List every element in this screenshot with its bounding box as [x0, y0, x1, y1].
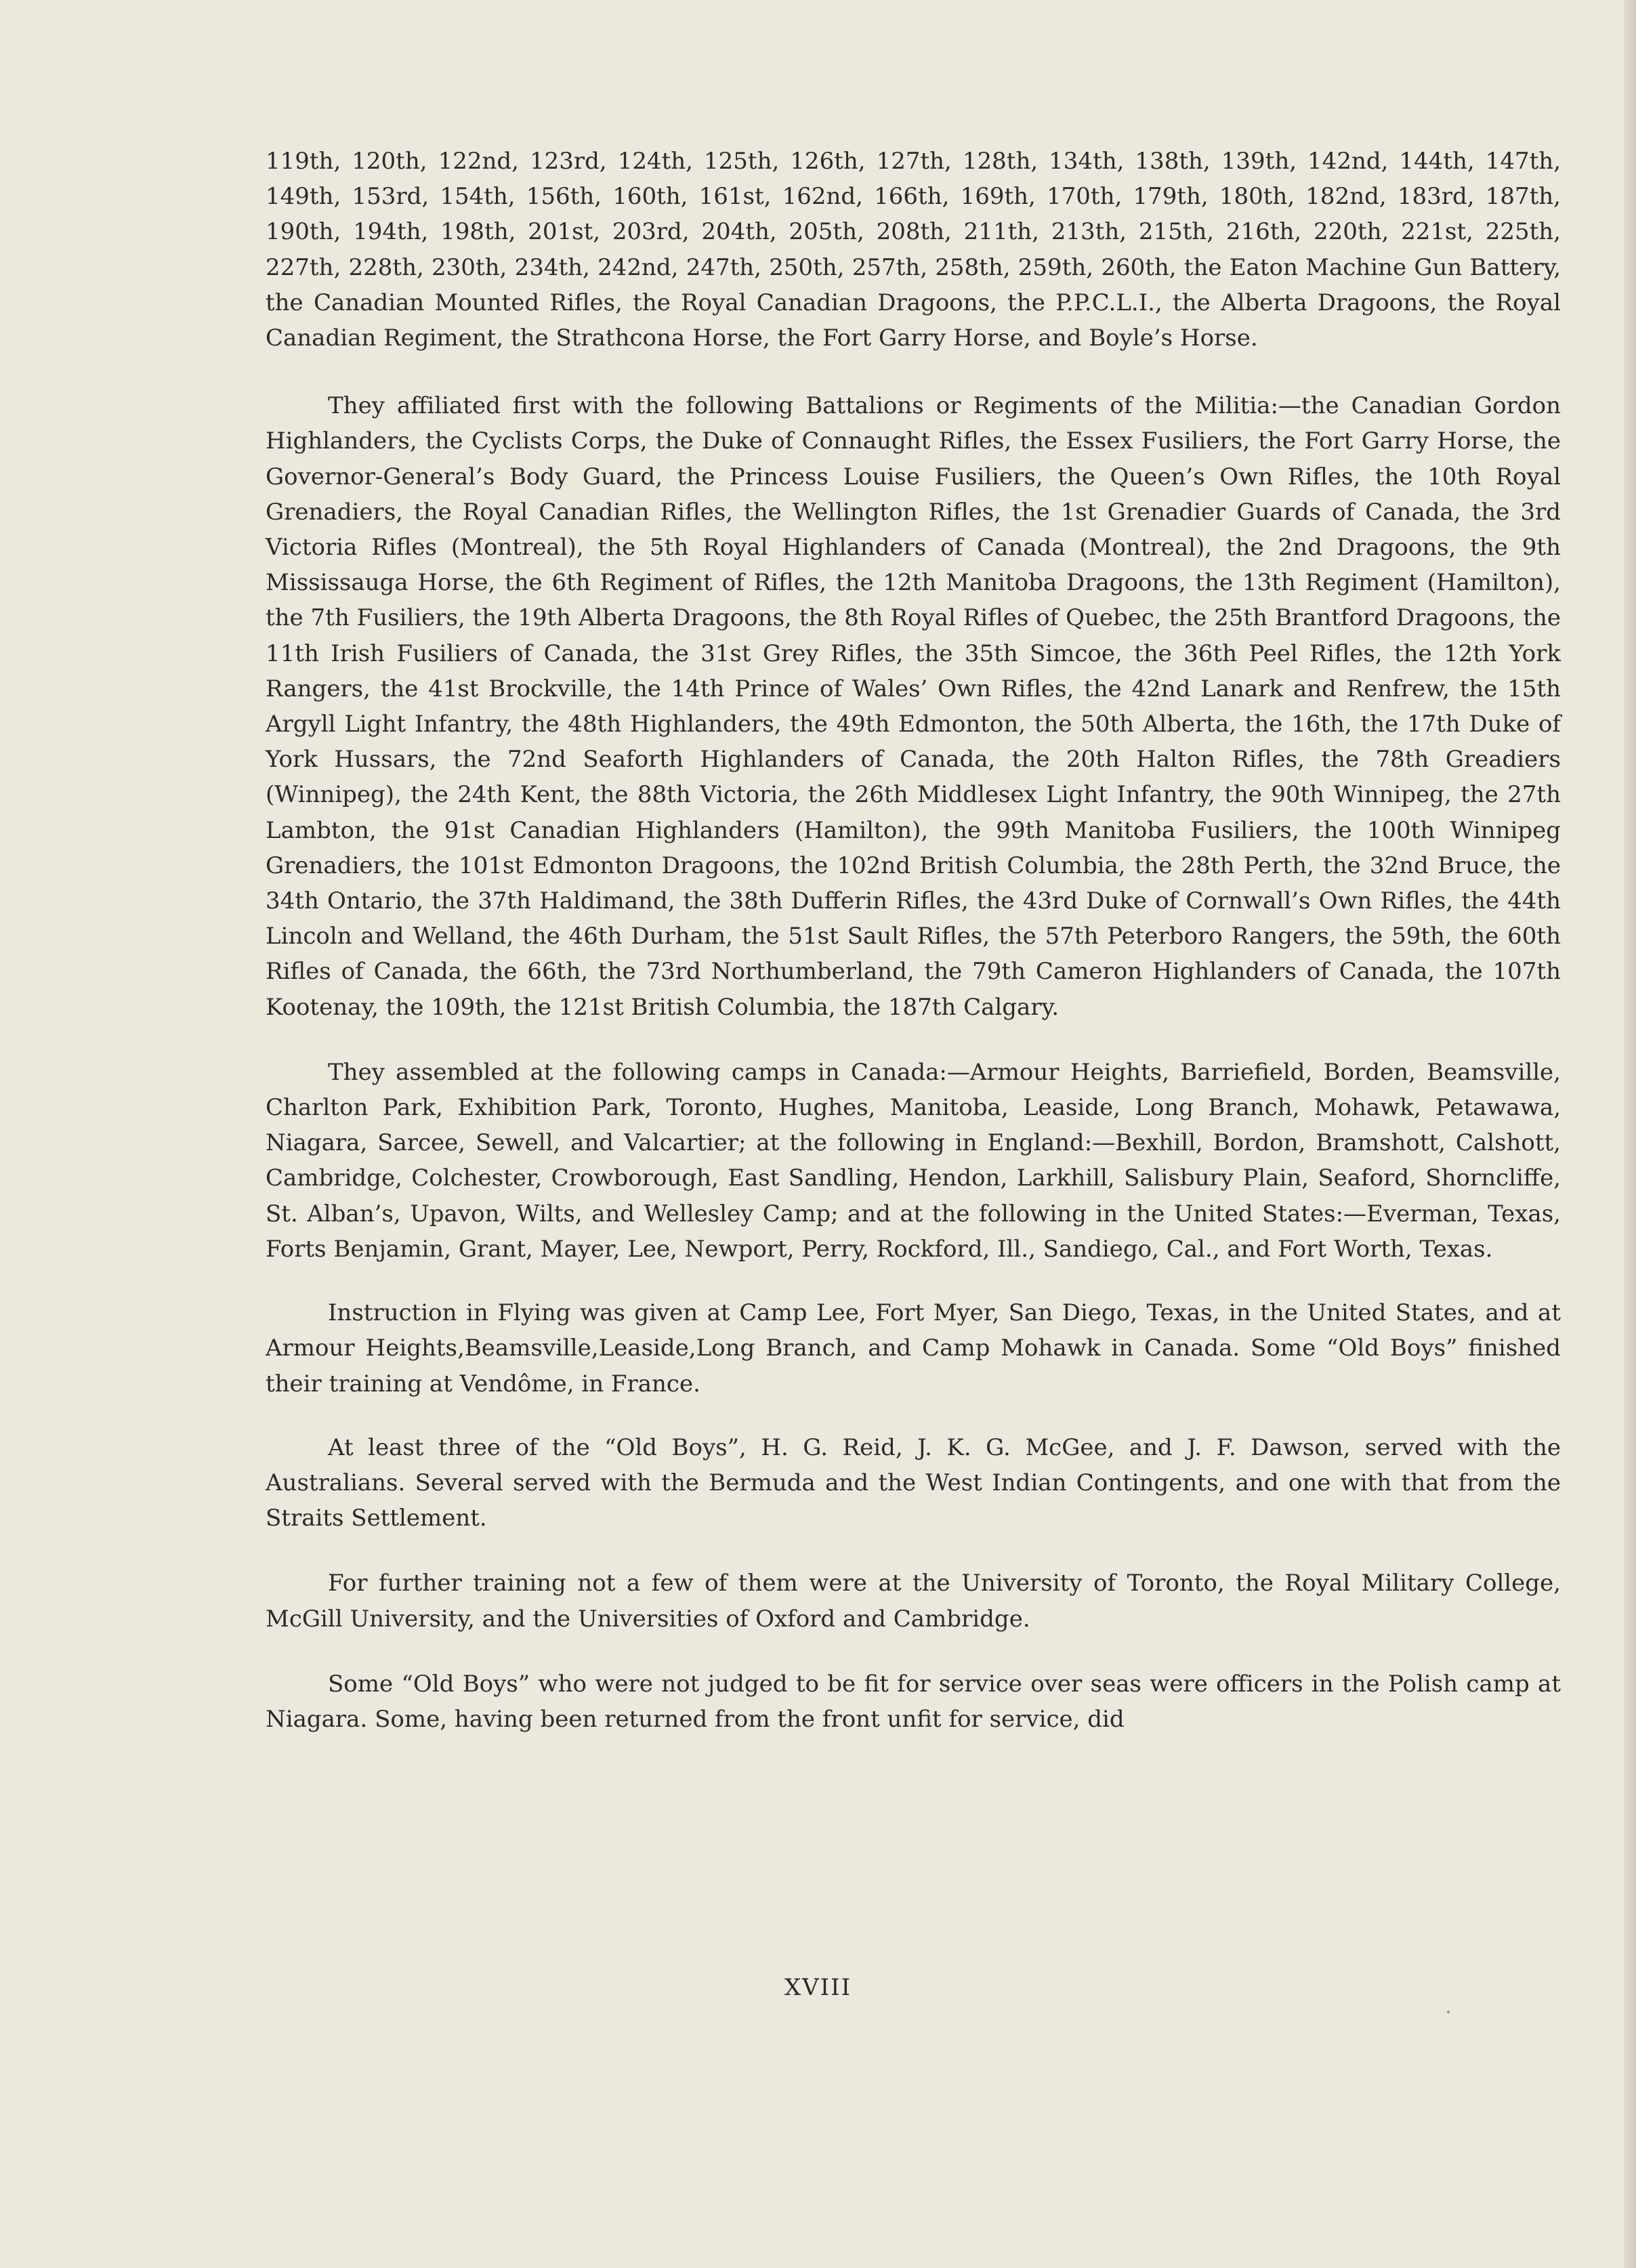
paragraph-further-training: For further training not a few of them were at the University of Toronto, the Royal Military College, McGill University, and the Universities of Oxford and Cambridge. — [266, 1570, 1561, 1633]
page-number: XVIII — [784, 1974, 852, 2001]
body-text — [266, 144, 1561, 1737]
paragraph-polish-camp: Some “Old Boys” who were not judged to be fit for service over seas were officers in the Polish camp at Niagara. Some, having been returned from the front unfit for service, did — [266, 1670, 1561, 1733]
paragraph-australians: At least three of the “Old Boys”, H. G. Reid, J. K. G. McGee, and J. F. Dawson, served with the Australians. Several served with the Bermuda and the West Indian Contingents, and one with that from the Straits Settlement. — [266, 1433, 1561, 1532]
paragraph-militia-affiliations: They affiliated first with the following Battalions or Regiments of the Militia:—the Canadian Gordon Highlanders, the Cyclists Corps, the Duke of Connaught Rifles, the Essex Fusiliers, the Fort Garry Horse, the Governor-General’s Body Guard, the Princess Louise Fusiliers, the Queen’s Own Rifles, the 10th Royal Grenadiers, the Royal Canadian Rifles, the Wellington Rifles, the 1st Grenadier Guards of Canada, the 3rd Victoria Rifles (Montreal), the 5th Royal Highlanders of Canada (Montreal), the 2nd Dragoons, the 9th Mississauga Horse, the 6th Regiment of Rifles, the 12th Manitoba Dragoons, the 13th Regiment (Hamilton), the 7th Fusiliers, the 19th Alberta Dragoons, the 8th Royal Rifles of Quebec, the 25th Brantford Dragoons, the 11th Irish Fusiliers of Canada, the 31st Grey Rifles, the 35th Simcoe, the 36th Peel Rifles, the 12th York Rangers, the 41st Brockville, the 14th Prince of Wales’ Own Rifles, the 42nd Lanark and Renfrew, the 15th Argyll Light Infantry, the 48th Highlanders, the 49th Edmonton, the 50th Alberta, the 16th, the 17th Duke of York Hussars, the 72nd Seaforth Highlanders of Canada, the 20th Halton Rifles, the 78th Greadiers (Winnipeg), the 24th Kent, the 88th Victoria, the 26th Middlesex Light Infantry, the 90th Winnipeg, the 27th Lambton, the 91st Canadian Highlanders (Hamilton), the 99th Manitoba Fusiliers, the 100th Winnipeg Grenadiers, the 101st Edmonton Dragoons, the 102nd British Columbia, the 28th Perth, the 32nd Bruce, the 34th Ontario, the 37th Haldimand, the 38th Dufferin Rifles, the 43rd Duke of Cornwall’s Own Rifles, the 44th Lincoln and Welland, the 46th Durham, the 51st Sault Rifles, the 57th Peterboro Rangers, the 59th, the 60th Rifles of Canada, the 66th, the 73rd Northumberland, the 79th Cameron Highlanders of Canada, the 107th Kootenay, the 109th, the 121st British Columbia, the 187th Calgary. — [266, 392, 1561, 1021]
paper-speck — [1447, 2011, 1450, 2013]
paragraph-flying-instruction: Instruction in Flying was given at Camp Lee, Fort Myer, San Diego, Texas, in the United States, and at Armour Heights,Beamsville,Leaside,Long Branch, and Camp Mohawk in Canada. Some “Old Boys” finished their training at Vendôme, in France. — [266, 1299, 1561, 1398]
page-edge-shadow — [1624, 0, 1636, 2268]
paragraph-camps: They assembled at the following camps in Canada:—Armour Heights, Barriefield, Borden, Beamsville, Charlton Park, Exhibition Park, Toronto, Hughes, Manitoba, Leaside, Long Branch, Mohawk, Petawawa, Niagara, Sarcee, Sewell, and Valcartier; at the following in England:—Bexhill, Bordon, Bramshott, Calshott, Cambridge, Colchester, Crowborough, East Sandling, Hendon, Larkhill, Salisbury Plain, Seaford, Shorncliffe, St. Alban’s, Upavon, Wilts, and Wellesley Camp; and at the following in the United States:—Everman, Texas, Forts Benjamin, Grant, Mayer, Lee, Newport, Perry, Rockford, Ill., Sandiego, Cal., and Fort Worth, Texas. — [266, 1058, 1561, 1263]
paragraph-battalion-list: 119th, 120th, 122nd, 123rd, 124th, 125th, 126th, 127th, 128th, 134th, 138th, 139th, 142nd, 144th, 147th, 149th, 153rd, 154th, 156th, 160th, 161st, 162nd, 166th, 169th, 170th, 179th, 180th, 182nd, 183rd, 187th, 190th, 194th, 198th, 201st, 203rd, 204th, 205th, 208th, 211th, 213th, 215th, 216th, 220th, 221st, 225th, 227th, 228th, 230th, 234th, 242nd, 247th, 250th, 257th, 258th, 259th, 260th, the Eaton Machine Gun Battery, the Canadian Mounted Rifles, the Royal Canadian Dragoons, the P.P.C.L.I., the Alberta Dragoons, the Royal Canadian Regiment, the Strathcona Horse, the Fort Garry Horse, and Boyle’s Horse. — [266, 148, 1561, 352]
